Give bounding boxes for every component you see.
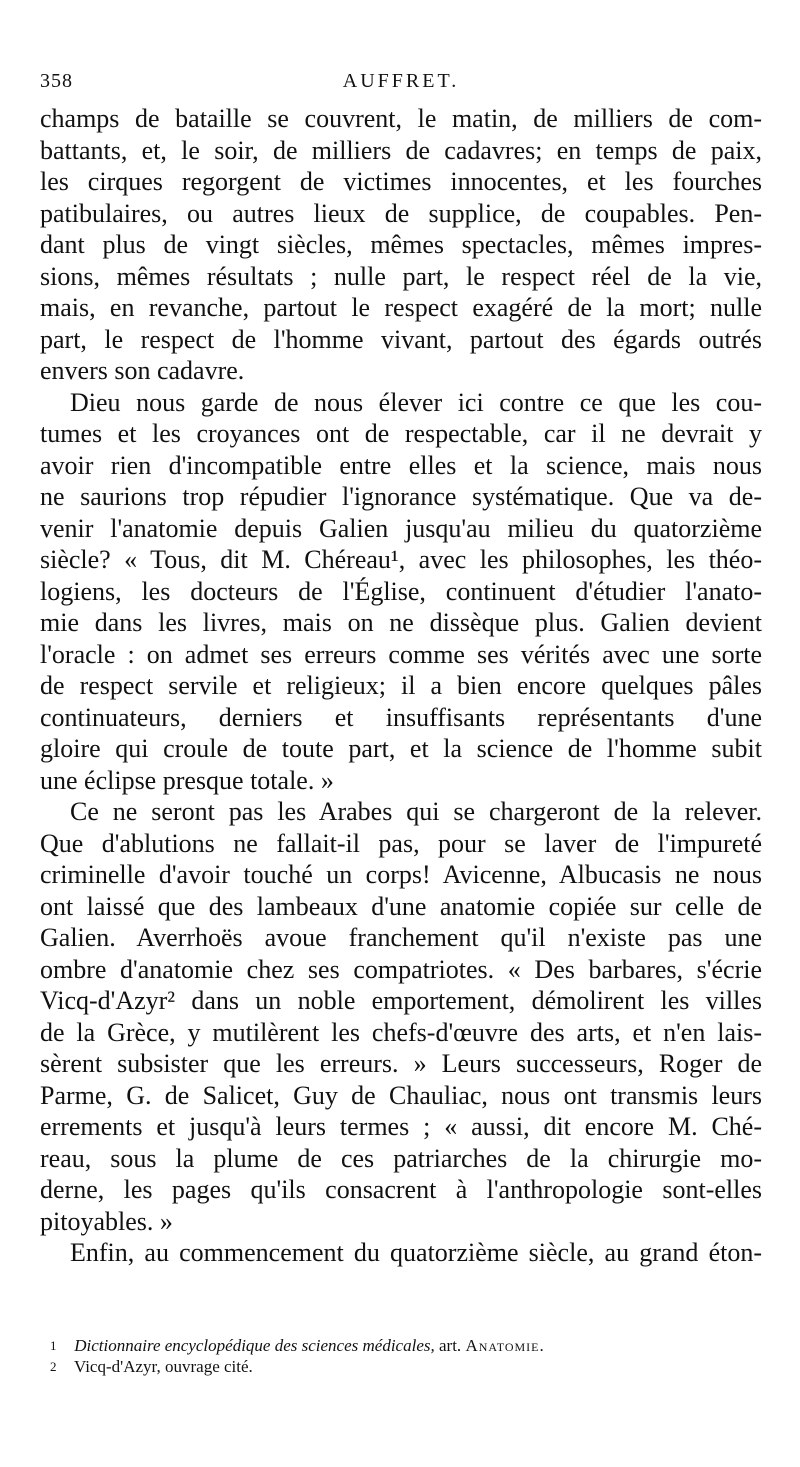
text-line: Parme, G. de Salicet, Guy de Chauliac, nous ont transmis leurs — [40, 1080, 762, 1110]
footnotes — [50, 1335, 750, 1377]
footnote-marker: 1 — [50, 1338, 57, 1353]
text-line: Que d'ablutions ne fallait-il pas, pour se laver de l'impureté — [40, 828, 762, 858]
body-text — [40, 103, 762, 1269]
text-line: ont laissé que des lambeaux d'une anatomie copiée sur celle de — [40, 891, 762, 921]
footnote-caps: Anatomie. — [465, 1336, 545, 1355]
text-line: ombre d'anatomie chez ses compatriotes. « Des barbares, s'écrie — [40, 954, 762, 984]
footnote-title: Dictionnaire encyclopédique des sciences médicales, — [74, 1336, 435, 1355]
text-line: mais, en revanche, partout le respect exagéré de la mort; nulle — [40, 293, 762, 322]
text-line: continuateurs, derniers et insuffisants représentants d'une — [40, 702, 762, 732]
text-line: les cirques regorgent de victimes innocentes, et les fourches — [40, 167, 762, 196]
text-line: errements et jusqu'à leurs termes ; « aussi, dit encore M. Ché- — [40, 1112, 762, 1141]
text-line: envers son cadavre. — [40, 356, 245, 385]
paragraph-start-line: Enfin, au commencement du quatorzième siècle, au grand éton- — [70, 1238, 762, 1267]
running-head — [40, 70, 762, 100]
footnote-marker: 2 — [50, 1359, 57, 1374]
text-line: Galien. Averrhoës avoue franchement qu'il n'existe pas une — [40, 923, 762, 952]
text-line: dant plus de vingt siècles, mêmes spectacles, mêmes impres- — [40, 230, 762, 259]
text-line: venir l'anatomie depuis Galien jusqu'au milieu du quatorzième — [40, 513, 762, 543]
text-line: gloire qui croule de toute part, et la science de l'homme subit — [40, 734, 762, 763]
text-line: criminelle d'avoir touché un corps! Avicenne, Albucasis ne nous — [40, 860, 762, 889]
running-title: AUFFRET. — [342, 70, 460, 92]
text-line: derne, les pages qu'ils consacrent à l'anthropologie sont-elles — [40, 1175, 762, 1204]
text-line: de respect servile et religieux; il a bien encore quelques pâles — [40, 671, 762, 700]
text-line: une éclipse presque totale. » — [40, 765, 334, 795]
text-line: siècle? « Tous, dit M. Chéreau¹, avec les philosophes, les théo- — [40, 545, 762, 574]
text-line: champs de bataille se couvrent, le matin, de milliers de com- — [40, 104, 762, 133]
footnote-1 — [50, 1335, 750, 1356]
text-line: reau, sous la plume de ces patriarches de la chirurgie mo- — [40, 1143, 762, 1173]
text-line: tumes et les croyances ont de respectable, car il ne devrait y — [40, 419, 762, 448]
text-line: de la Grèce, y mutilèrent les chefs-d'œuvre des arts, et n'en lais- — [40, 1017, 762, 1047]
text-line: patibulaires, ou autres lieux de supplice, de coupables. Pen- — [40, 198, 762, 228]
paragraph-start-line: Ce ne seront pas les Arabes qui se chargeront de la relever. — [70, 797, 762, 826]
text-line: logiens, les docteurs de l'Église, continuent d'étudier l'anato- — [40, 576, 762, 606]
paragraph-start-line: Dieu nous garde de nous élever ici contre ce que les cou- — [70, 387, 762, 417]
text-line: mie dans les livres, mais on ne dissèque plus. Galien devient — [40, 608, 762, 637]
text-line: part, le respect de l'homme vivant, partout des égards outrés — [40, 324, 762, 354]
text-line: ne saurions trop répudier l'ignorance systématique. Que va de- — [40, 482, 762, 511]
footnote-text: Vicq-d'Azyr, ouvrage cité. — [73, 1357, 253, 1376]
text-line: Vicq-d'Azyr² dans un noble emportement, démolirent les villes — [40, 986, 762, 1015]
page-number: 358 — [40, 70, 73, 92]
text-line: battants, et, le soir, de milliers de cadavres; en temps de paix, — [40, 135, 762, 165]
text-line: pitoyables. » — [40, 1206, 173, 1236]
text-line: avoir rien d'incompatible entre elles et la science, mais nous — [40, 450, 762, 480]
footnote-2 — [50, 1356, 750, 1377]
text-line: sions, mêmes résultats ; nulle part, le respect réel de la vie, — [40, 261, 762, 291]
text-line: l'oracle : on admet ses erreurs comme ses vérités avec une sorte — [40, 639, 762, 669]
text-line: sèrent subsister que les erreurs. » Leurs successeurs, Roger de — [40, 1049, 762, 1078]
footnote-text: art. — [439, 1336, 462, 1355]
